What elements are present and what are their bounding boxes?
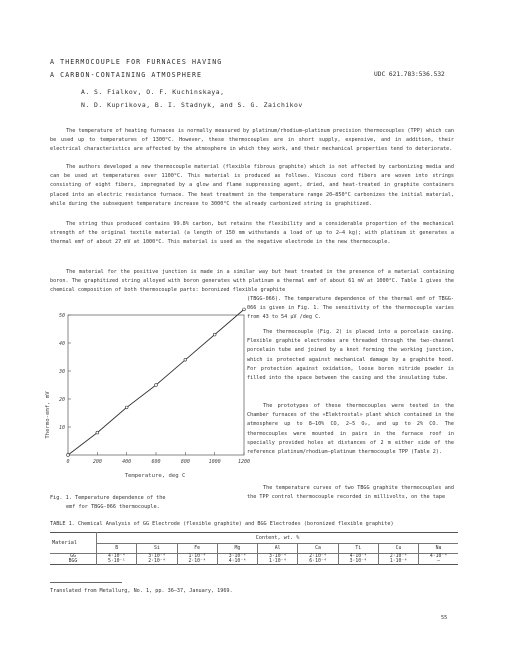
row-material: GG xyxy=(50,554,97,560)
paragraph-2: The authors developed a new thermocouple material (flexible fibrous graphite) which is not affected by carbonizing media and can be used at temperatures over 1100°C. This material is produced as follows. Viscous cord fibers are woven into strings consisting of eight fibers, impregnated by a glow and flame suppressing agent, dried, and heat-treated in graphite containers placed into an electric resistance furnace. The heat treatment in the temperature range 20–850°C carbonizes the initial material, while during the subsequent temperature increase to 3000°C the already carbonized string is graphitized. xyxy=(50,164,454,207)
x-tick-label: 800 xyxy=(180,459,190,465)
table-cell: 5·10⁻¹ xyxy=(107,559,126,564)
x-tick-label: 200 xyxy=(92,459,102,465)
y-tick-label: 10 xyxy=(58,425,65,431)
material-header: Material xyxy=(50,533,97,554)
data-point xyxy=(125,406,128,409)
data-point xyxy=(184,358,187,361)
udc-code: UDC 621.783:536.532 xyxy=(374,71,445,78)
table-cell: 3·10⁻⁴ xyxy=(137,554,177,560)
figure-1-chart xyxy=(40,305,250,485)
paragraph-4: The material for the positive junction is made in a similar way but heat treated in the presence of a material containing boron. The graphitized string alloyed with boron generates with platinum a thermal emf of about 61 mV at 1000°C. Table 1 gives the chemical composition of both thermocouple parts: boronized flexible graphite xyxy=(50,269,454,294)
chart-marks xyxy=(67,308,246,456)
paragraph-5: The thermocouple (Fig. 2) is placed into a porcelain casing. Flexible graphite electrodes are threaded through the two-channel porcelain tube and joined by a knot forming the working junction, which is protected against mechanical damage by a graphite hood. For protection against oxidation, loose boron nitride powder is filled into the space between the casing and the insulating tube. xyxy=(247,329,454,382)
table-cell: 4·10⁻⁴ xyxy=(419,554,458,560)
table-cell: 4·10⁻⁴ xyxy=(107,554,126,559)
translation-note: Translated from Metallurg, No. 1, pp. 36–37, January, 1969. xyxy=(50,588,233,594)
table-row xyxy=(50,559,458,565)
authors-line-1: A. S. Fialkov, O. F. Kuchinskaya, xyxy=(81,88,225,96)
table-cell: 4·10⁻⁴ xyxy=(217,559,257,565)
table-cell: 3·10⁻⁴ xyxy=(258,554,298,560)
x-tick-label: 1000 xyxy=(208,459,221,465)
table-cell: 2·10⁻⁴ xyxy=(137,559,177,565)
data-point xyxy=(67,454,70,457)
y-tick-label: 50 xyxy=(58,313,65,319)
table-1-caption: TABLE 1. Chemical Analysis of GG Electrode (flexible graphite) and BGG Electrodes (boronized flexible graphite) xyxy=(50,521,394,527)
content-header: Content, wt. % xyxy=(97,533,459,544)
table-cell: 1·10⁻⁴ xyxy=(378,559,418,565)
footnote-rule xyxy=(50,582,122,583)
authors-line-2: N. D. Kuprikova, B. I. Stadnyk, and S. G. Zaichikov xyxy=(81,101,303,109)
figure-1-caption-line-2: emf for TBGG-066 thermocouple. xyxy=(66,504,160,510)
chart-ticks xyxy=(58,313,250,465)
table-cell: 2·10⁻⁴ xyxy=(378,554,418,560)
title-line-2: A CARBON-CONTAINING ATMOSPHERE xyxy=(50,71,203,79)
paragraph-1: The temperature of heating furnaces is normally measured by platinum/rhodium–platinum precision thermocouples (TPP) which can be used up to temperatures of 1300°C. However, these thermocouples are in short supply, expensive, and in addition, their electrical characteristics are affected by the atmosphere in which they work, and their mechanical properties tend to deteriorate. xyxy=(50,128,454,153)
column-header-ca: Ca xyxy=(298,544,338,554)
column-header-al: Al xyxy=(258,544,298,554)
table-cell: 1·10⁻⁴ xyxy=(258,559,298,565)
table-body xyxy=(50,554,458,565)
y-tick-label: 40 xyxy=(58,341,65,347)
table-cell: 3·10⁻⁴ xyxy=(338,559,378,565)
x-tick-label: 0 xyxy=(66,459,70,465)
row-material: BGG xyxy=(50,559,97,565)
y-axis-label: Thermo-emf, mV xyxy=(45,391,51,439)
column-header-mg: Mg xyxy=(217,544,257,554)
column-header-cu: Cu xyxy=(378,544,418,554)
data-point xyxy=(155,384,158,387)
y-tick-label: 20 xyxy=(58,397,65,403)
title-line-1: A THERMOCOUPLE FOR FURNACES HAVING xyxy=(50,58,223,66)
x-tick-label: 1200 xyxy=(237,459,250,465)
table-cell: 6·10⁻⁴ xyxy=(298,559,338,565)
x-tick-label: 400 xyxy=(122,459,132,465)
column-header-na: Na xyxy=(419,544,458,554)
chem-table xyxy=(50,532,458,565)
column-header-si: Si xyxy=(137,544,177,554)
page-number: 55 xyxy=(441,615,448,621)
x-tick-label: 600 xyxy=(151,459,161,465)
data-point xyxy=(243,308,246,311)
y-tick-label: 30 xyxy=(58,369,65,375)
x-axis-label: Temperature, deg C xyxy=(124,473,186,479)
table-cell: 4·10⁻⁴ xyxy=(338,554,378,560)
column-header-row xyxy=(50,544,458,554)
table-cell: 2·10⁻⁴ xyxy=(177,559,217,565)
data-point xyxy=(96,431,99,434)
column-header-fe: Fe xyxy=(177,544,217,554)
table-cell: 2·10⁻⁴ xyxy=(298,554,338,560)
table-cell: 3·10⁻⁴ xyxy=(217,554,257,560)
table-cell: 1·10⁻⁴ xyxy=(177,554,217,560)
column-header-ti: Ti xyxy=(338,544,378,554)
paragraph-4-continued: (TBGG-066). The temperature dependence of the thermal emf of TBGG-066 is given in Fig. 1. The sensitivity of the thermocouple varies from 43 to 54 μV /deg C. xyxy=(247,296,454,321)
table-cell: — xyxy=(419,559,458,565)
paragraph-3: The string thus produced contains 99.8% carbon, but retains the flexibility and a considerable proportion of the mechanical strength of the original textile material (a length of 150 mm withstands a load of up to 2–4 kg); with platinum it generates a thermal emf of about 27 mV at 1000°C. This material is used as the negative electrode in the new thermocouple. xyxy=(50,221,454,246)
paragraph-7: The temperature curves of two TBGG graphite thermocouples and the TPP control thermocouple recorded in millivolts, on the tape xyxy=(247,485,454,501)
figure-1-caption-line-1: Fig. 1. Temperature dependence of the xyxy=(50,495,166,501)
series-line xyxy=(68,309,244,455)
paragraph-6: The prototypes of these thermocouples were tested in the Chamber furnaces of the «Elektrostal» plant which contained in the atmosphere up to 8–10% CO, 2–5 O₂, and up to 2% CO. The thermocouples were mounted in pairs in the furnace roof in specially provided holes at distances of 2 m either side of the reference platinum/rhodium–platinum thermocouple TPP (Table 2). xyxy=(247,403,454,456)
table-1 xyxy=(50,532,458,565)
data-point xyxy=(213,333,216,336)
column-header-b: B xyxy=(115,546,119,551)
